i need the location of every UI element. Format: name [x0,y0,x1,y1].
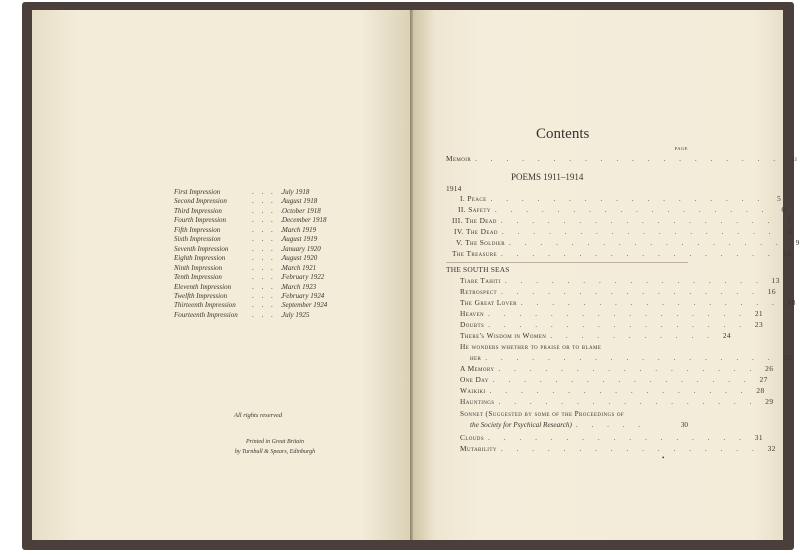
leader-dots: . . . . . . . . . . . . . . . . . [498,364,758,373]
toc-entry-title: V. The Soldier [456,238,506,247]
impression-date: December 1918 [282,216,327,225]
impression-label: Seventh Impression [174,244,229,253]
leader-dots: . . . . . . . . . . . . . . . . . [500,444,760,453]
impression-label: Second Impression [174,197,227,206]
toc-page-number: 13 [771,276,780,285]
impression-row [174,235,374,244]
toc-entry-title: Heaven [460,309,485,318]
toc-entry [460,320,764,331]
impression-row [174,245,374,254]
toc-entry [460,364,774,375]
impression-row [174,311,374,320]
impression-date: July 1925 [282,310,310,319]
leader-dots: . . . . . . . . . . . . . . . . . . [509,238,784,247]
toc-entry [470,353,792,364]
toc-entry-title: The Treasure [452,249,497,258]
impression-label: Fifth Impression [174,225,221,234]
toc-entry-title: Retrospect [460,287,497,296]
toc-page-number: 27 [759,375,768,384]
toc-page-number: 8 [788,227,793,236]
leader-dots: . . . . . . . . . . . . . . . . . . [494,205,770,214]
impression-row [174,273,374,282]
toc-page-number: 21 [754,309,764,318]
rights-notice: All rights reserved [234,412,283,419]
toc-entry [460,433,763,444]
toc-entry [460,444,776,455]
section-1914: 1914 [446,184,462,193]
impression-row [174,254,374,263]
toc-page-number: 16 [767,287,776,296]
leader-dots: . . . . [252,291,286,300]
toc-page-number: xi [791,154,798,163]
leader-dots: . . . . . . . . . . . . . . . . . . . . [475,154,782,163]
toc-entry-title: One Day [460,375,489,384]
toc-entry-title: Waikiki [460,386,486,395]
impression-date: August 1920 [282,254,318,263]
toc-entry [460,375,768,386]
leader-dots: . . . . [252,263,286,272]
toc-page-number: 32 [767,444,776,453]
section-divider [446,262,688,263]
impression-row [174,264,374,273]
toc-entry [460,331,732,342]
leader-dots: . . . . [252,197,286,206]
impression-label: Thirteenth Impression [174,301,236,310]
printer-line-2: by Turnbull & Spears, Edinburgh [234,449,316,455]
toc-entry-sonnet-line-1 [460,410,688,421]
toc-entry-title: Clouds [460,433,484,442]
impression-label: Eleventh Impression [174,282,232,291]
toc-entry-title: Tiare Tahiti [460,276,501,285]
toc-entry [460,309,764,320]
leader-dots: . . . . [252,301,286,310]
impression-row [174,292,374,301]
toc-entry [460,342,688,353]
toc-page-number: 26 [765,364,774,373]
leader-dots: . . . . [252,206,286,215]
impression-date: February 1924 [282,291,325,300]
leader-dots: . . . . . . . . . . . . . . . . . . [490,194,766,203]
toc-entry [458,205,786,216]
leader-dots: . . . . . . . . . . . . . . . . . [488,309,748,318]
impression-label: Fourteenth Impression [174,310,238,319]
impression-row [174,197,374,206]
impression-row [174,188,374,197]
toc-page-number: 18 [787,298,796,307]
toc-page-number: 7 [787,216,792,225]
impression-row [174,283,374,292]
toc-entry-title: Memoir [446,154,472,163]
impression-label: Third Impression [174,206,222,215]
leader-dots: . . . . . . . . . . . . . . . . . . [500,216,776,225]
impression-date: March 1923 [282,282,317,291]
leader-dots: . . . . [252,216,286,225]
toc-entry-title: A Memory [460,364,495,373]
printer-line-1: Printed in Great Britain [246,439,304,445]
leader-dots: . . . . . . . . . . . . . . . . . [520,298,780,307]
leader-dots: . . . . . . . . . . . . . . . . . . [501,227,777,236]
leader-dots: . . . . [252,244,286,253]
toc-entry-title: I. Peace [460,194,487,203]
poems-heading: POEMS 1911–1914 [511,172,584,182]
toc-entry [460,298,796,309]
toc-page-number: 9 [795,238,800,247]
toc-page-number: 30 [680,421,688,429]
toc-page-number: 23 [754,320,764,329]
toc-entry-title: Hauntings [460,397,495,406]
leader-dots: . . . . . . . . . . . . . . . . . [498,397,758,406]
leader-dots: . . . . [252,282,286,291]
impression-row [174,216,374,225]
impression-date: October 1918 [282,206,321,215]
impression-label: Fourth Impression [174,216,227,225]
impression-date: August 1918 [282,197,318,206]
toc-page-number: 29 [765,397,774,406]
toc-entry-title: Mutability [460,444,497,453]
toc-entry [460,397,774,408]
toc-page-number: 5 [777,194,782,203]
impression-row [174,207,374,216]
printer-imprint [210,437,340,457]
leader-dots: . . . . . . . . . . . . . . . . . [489,386,749,395]
toc-entry-title: III. The Dead [452,216,497,225]
impression-label: Eighth Impression [174,254,226,263]
toc-entry-title: He wonders whether to praise or to blame [460,342,602,351]
stray-mark: • [662,454,665,462]
toc-entry [460,386,765,397]
toc-entry-title: II. Safety [458,205,491,214]
impression-label: Twelfth Impression [174,291,228,300]
leader-dots: . . . . [252,254,286,263]
leader-dots: . . . . . . . . . . . . . . . . . [492,375,752,384]
toc-entry-title: There's Wisdom in Women [460,331,547,340]
impression-date: January 1920 [282,244,321,253]
toc-page-number: 28 [756,386,765,395]
leader-dots: . . . . . . . . . . . [550,331,716,340]
page-column-head: PAGE [674,146,688,151]
impressions-list [174,188,374,320]
toc-entry-title: The Great Lover [460,298,517,307]
toc-entry [456,238,800,249]
toc-entry [460,276,780,287]
leader-dots: . . . . . . . . . . . . . . . . . . [501,249,776,258]
leader-dots: . . . . . [575,421,647,429]
toc-entry [460,194,782,205]
impression-date: February 1922 [282,273,325,282]
impression-row [174,226,374,235]
impression-date: July 1918 [282,188,310,196]
toc-entry [460,287,776,298]
section-south-seas: THE SOUTH SEAS [446,265,510,274]
toc-entry-sonnet-line-2 [470,421,688,432]
toc-page-number: 6 [781,205,786,214]
toc-entry-title: the Society for Psychical Research) [470,421,572,429]
toc-entry-title: her [470,353,482,362]
toc-entry-title: Sonnet (Suggested by some of the Proceedings of [460,410,625,418]
toc-entry-title: Doubts [460,320,485,329]
toc-entry-title: IV. The Dead [454,227,498,236]
leader-dots: . . . . [252,188,286,196]
impression-date: March 1919 [282,225,317,234]
toc-page-number: 24 [722,331,732,340]
impression-label: Tenth Impression [174,273,222,282]
contents-title: Contents [536,126,590,142]
impression-label: Sixth Impression [174,235,221,244]
toc-entry [452,216,792,227]
impression-date: September 1924 [282,301,328,310]
leader-dots: . . . . [252,225,286,234]
toc-page-number: 31 [754,433,763,442]
toc-entry-memoir [446,154,798,165]
impression-label: First Impression [174,188,221,196]
leader-dots: . . . . [252,310,286,319]
leader-dots: . . . . [252,235,286,244]
leader-dots: . . . . [252,273,286,282]
leader-dots: . . . . . . . . . . . . . . . . . [488,320,748,329]
leader-dots: . . . . . . . . . . . . . . . . . [501,287,760,296]
impression-label: Ninth Impression [174,263,223,272]
toc-page-number: 25 [783,353,792,362]
toc-page-number: 10 [783,249,792,258]
toc-entry [454,227,793,238]
toc-entry [452,249,792,260]
leader-dots: . . . . . . . . . . . . . . . . . [504,276,764,285]
impression-date: March 1921 [282,263,317,272]
leader-dots: . . . . . . . . . . . . . . . . . [488,433,747,442]
impression-row [174,301,374,310]
right-page [413,10,783,540]
impression-date: August 1919 [282,235,318,244]
leader-dots: . . . . . . . . . . . . . . . . . . . [485,353,776,362]
